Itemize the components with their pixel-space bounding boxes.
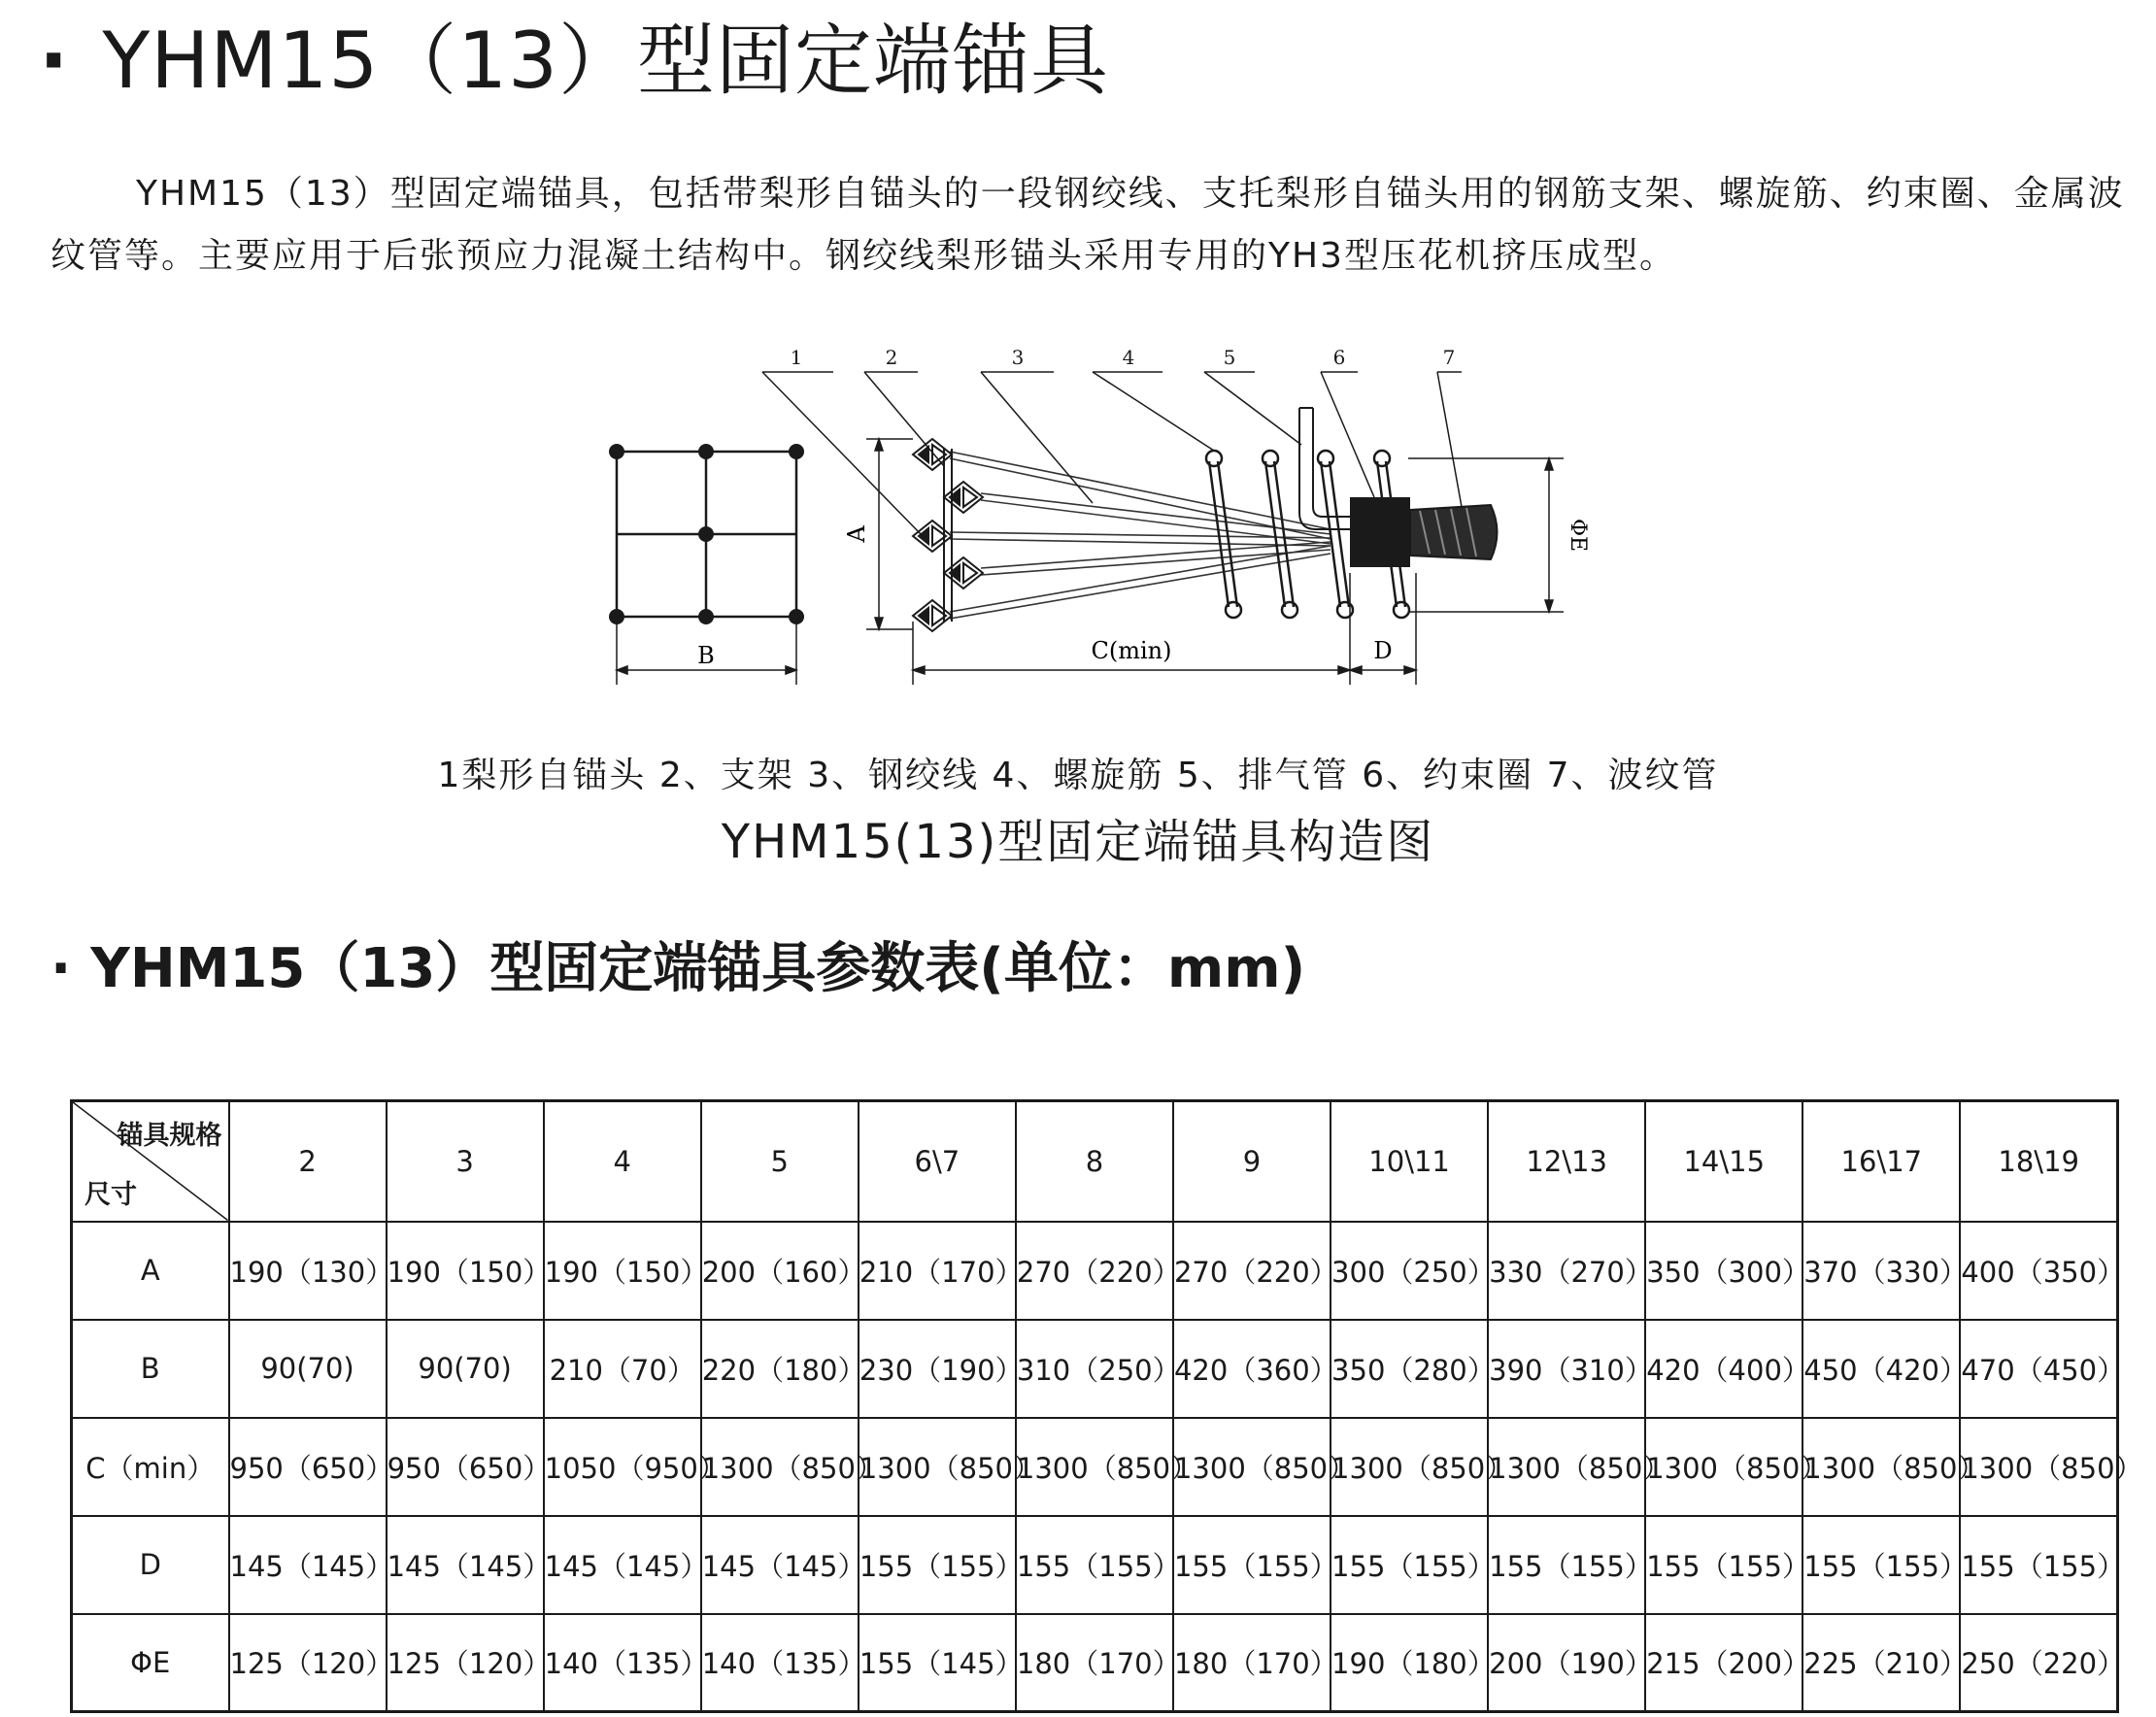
table-cell: 200（190） [1488, 1614, 1645, 1712]
table-row [72, 1320, 2118, 1418]
parameter-table [70, 1099, 2143, 1713]
table-cell: 155（155） [1645, 1516, 1802, 1614]
bullet-dot: · [51, 937, 72, 1000]
table-cell: 400（350） [1960, 1222, 2117, 1320]
column-header: 8 [1016, 1101, 1173, 1222]
table-cell: 230（190） [859, 1320, 1016, 1418]
table-cell: 1300（850） [1802, 1418, 1960, 1516]
table-row [72, 1222, 2118, 1320]
table-cell: 1300（850） [1488, 1418, 1645, 1516]
dimension-c-d [913, 573, 1416, 685]
table-cell: 1300（850） [1645, 1418, 1802, 1516]
table-cell: 270（220） [1016, 1222, 1173, 1320]
table-cell: 1050（950） [544, 1418, 701, 1516]
steel-strands [950, 452, 1331, 619]
dimension-a [866, 439, 913, 629]
column-header: 2 [229, 1101, 387, 1222]
table-cell: 350（300） [1645, 1222, 1802, 1320]
table-cell: 370（330） [1802, 1222, 1960, 1320]
row-label: B [72, 1320, 229, 1418]
corner-top-label: 锚具规格 [117, 1121, 222, 1151]
row-label: C（min） [72, 1418, 229, 1516]
table-title [51, 930, 1305, 1008]
table-cell: 190（150） [387, 1222, 544, 1320]
table-cell: 250（220） [1960, 1614, 2117, 1712]
table-cell: 190（150） [544, 1222, 701, 1320]
column-header: 12\13 [1488, 1101, 1645, 1222]
table-cell: 140（135） [701, 1614, 859, 1712]
corrugated-duct [1410, 505, 1498, 559]
table-cell: 1300（850） [1331, 1418, 1488, 1516]
table-cell: 420（400） [1645, 1320, 1802, 1418]
table-cell: 145（145） [544, 1516, 701, 1614]
table-cell: 140（135） [544, 1614, 701, 1712]
table-cell: 155（145） [859, 1614, 1016, 1712]
row-label: ΦE [72, 1614, 229, 1712]
table-cell: 390（310） [1488, 1320, 1645, 1418]
column-header: 5 [701, 1101, 859, 1222]
callout-numbers [791, 346, 1456, 369]
table-cell: 145（145） [387, 1516, 544, 1614]
table-row [72, 1614, 2118, 1712]
table-cell: 1300（850） [701, 1418, 859, 1516]
anchor-structure-diagram [583, 330, 1590, 699]
table-cell: 125（120） [229, 1614, 387, 1712]
diagram-legend: 1梨形自锚头 2、支架 3、钢绞线 4、螺旋筋 5、排气管 6、约束圈 7、波纹管 [437, 756, 1719, 795]
table-cell: 1300（850） [1960, 1418, 2117, 1516]
column-header: 10\11 [1331, 1101, 1488, 1222]
table-cell: 90(70) [229, 1320, 387, 1418]
label-e: ΦE [1566, 518, 1590, 553]
table-cell: 450（420） [1802, 1320, 1960, 1418]
table-cell: 190（180） [1331, 1614, 1488, 1712]
table-cell: 125（120） [387, 1614, 544, 1712]
table-cell: 190（130） [229, 1222, 387, 1320]
column-header: 9 [1173, 1101, 1331, 1222]
label-c: C(min) [1091, 637, 1172, 664]
pear-anchor-heads [913, 439, 983, 631]
table-cell: 155（155） [1960, 1516, 2117, 1614]
table-cell: 155（155） [859, 1516, 1016, 1614]
table-corner-cell [72, 1101, 229, 1222]
table-cell: 350（280） [1331, 1320, 1488, 1418]
vent-pipe [1299, 408, 1350, 529]
table-cell: 310（250） [1016, 1320, 1173, 1418]
column-header: 4 [544, 1101, 701, 1222]
table-cell: 155（155） [1802, 1516, 1960, 1614]
page-title-text: YHM15（13）型固定端锚具 [102, 16, 1110, 106]
label-d: D [1373, 637, 1393, 664]
label-a: A [843, 525, 870, 543]
row-label: D [72, 1516, 229, 1614]
table-cell: 155（155） [1173, 1516, 1331, 1614]
callout-1: 1 [790, 346, 803, 369]
page-title [39, 8, 1109, 115]
table-cell: 420（360） [1173, 1320, 1331, 1418]
table-row [72, 1516, 2118, 1614]
callout-3: 3 [1011, 346, 1025, 369]
label-b: B [697, 642, 715, 669]
description-paragraph [51, 163, 2148, 287]
table-cell: 200（160） [701, 1222, 859, 1320]
callout-2: 2 [885, 346, 898, 369]
table-cell: 180（170） [1016, 1614, 1173, 1712]
callout-4: 4 [1122, 346, 1135, 369]
table-cell: 155（155） [1488, 1516, 1645, 1614]
column-header: 3 [387, 1101, 544, 1222]
constraint-ring [1350, 497, 1410, 567]
callout-7: 7 [1442, 346, 1456, 369]
table-cell: 220（180） [701, 1320, 859, 1418]
bullet-dot: · [39, 16, 70, 106]
table-cell: 215（200） [1645, 1614, 1802, 1712]
column-header: 14\15 [1645, 1101, 1802, 1222]
table-cell: 225（210） [1802, 1614, 1960, 1712]
table-cell: 950（650） [387, 1418, 544, 1516]
description-text: YHM15（13）型固定端锚具，包括带梨形自锚头的一段钢绞线、支托梨形自锚头用的钢筋支架、螺旋筋、约束圈、金属波纹管等。主要应用于后张预应力混凝土结构中。钢绞线梨形锚头采用专用的YH3型压花机挤压成型。 [51, 174, 2125, 276]
table-cell: 145（145） [229, 1516, 387, 1614]
column-header: 18\19 [1960, 1101, 2117, 1222]
callout-5: 5 [1223, 346, 1236, 369]
table-cell: 950（650） [229, 1418, 387, 1516]
table-header-row [72, 1101, 2118, 1222]
diagram-caption: YHM15(13)型固定端锚具构造图 [721, 815, 1435, 869]
table-cell: 210（170） [859, 1222, 1016, 1320]
table-cell: 300（250） [1331, 1222, 1488, 1320]
column-header: 6\7 [859, 1101, 1016, 1222]
table-cell: 1300（850） [859, 1418, 1016, 1516]
table-cell: 180（170） [1173, 1614, 1331, 1712]
callout-6: 6 [1332, 346, 1346, 369]
table-row [72, 1418, 2118, 1516]
table-cell: 155（155） [1331, 1516, 1488, 1614]
table-cell: 1300（850） [1173, 1418, 1331, 1516]
row-label: A [72, 1222, 229, 1320]
table-cell: 270（220） [1173, 1222, 1331, 1320]
table-title-text: YHM15（13）型固定端锚具参数表(单位：mm) [90, 937, 1306, 1000]
corner-bottom-label: 尺寸 [84, 1179, 137, 1210]
table-cell: 155（155） [1016, 1516, 1173, 1614]
table-cell: 330（270） [1488, 1222, 1645, 1320]
table-cell: 470（450） [1960, 1320, 2117, 1418]
column-header: 16\17 [1802, 1101, 1960, 1222]
table-cell: 210（70） [544, 1320, 701, 1418]
table-cell: 90(70) [387, 1320, 544, 1418]
table-cell: 145（145） [701, 1516, 859, 1614]
table-cell: 1300（850） [1016, 1418, 1173, 1516]
